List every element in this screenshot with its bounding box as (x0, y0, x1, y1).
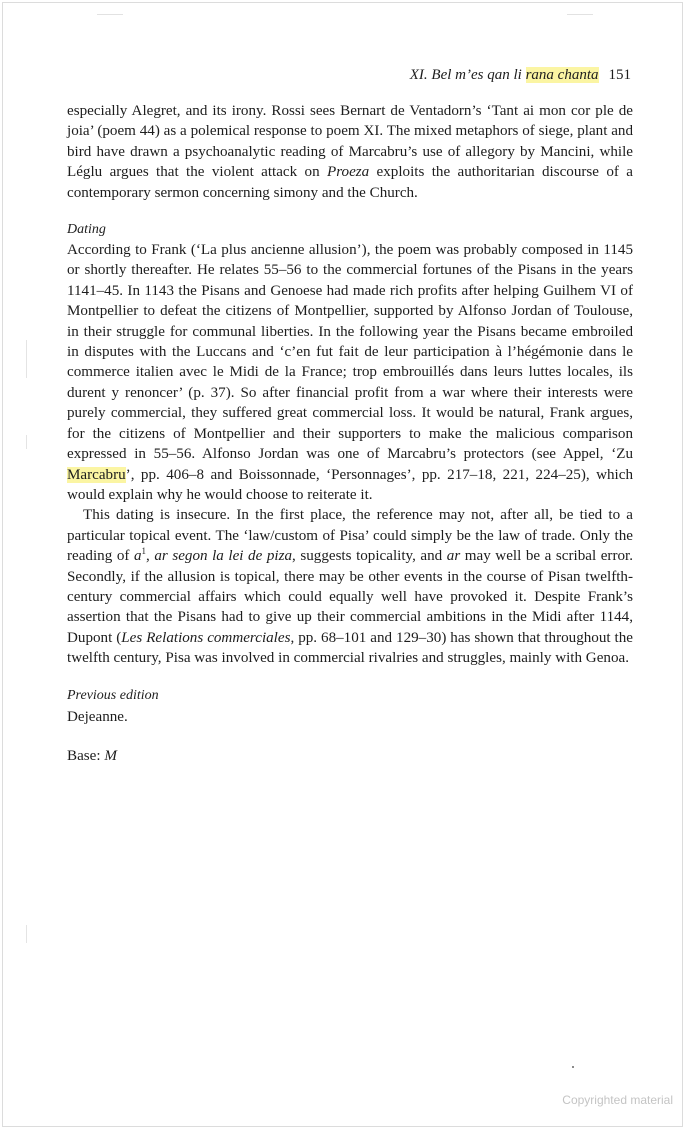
top-margin-mark (97, 14, 123, 15)
dating-heading: Dating (67, 222, 106, 238)
intro-paragraph: especially Alegret, and its irony. Rossi sees Bernart de Ventadorn’s ‘Tant ai mon cor ple de joia’ (poem 44) as a polemical response to poem XI. The mixed metaphors of siege, plant and bird have drawn a psychoanalytic reading of Marcabru’s use of allegory by Mancini, while Léglu argues that the violent attack on Proeza exploits the authoritarian discourse of a contemporary sermon concerning simony and the Church. (67, 103, 633, 201)
margin-mark (26, 435, 27, 449)
running-title: XI. Bel m’es qan li rana chanta (409, 67, 599, 83)
margin-mark (26, 340, 27, 378)
top-margin-mark (567, 14, 593, 15)
stray-dot (572, 1066, 574, 1068)
base-manuscript: M (104, 747, 117, 764)
copyright-watermark: Copyrighted material (562, 1093, 673, 1107)
dating-paragraph-1: According to Frank (‘La plus ancienne allusion’), the poem was probably composed in 1145 or shortly thereafter. He relates 55–56 to the commercial fortunes of the Pisans in the years 1141–45. In 1143 the Pisans and Genoese had made rich profits after helping Guilhem VI of Montpellier to defeat the citizens of Montpellier, supported by Alfonso Jordan of Toulouse, in their struggle for communal liberties. In the following year the Pisans became embroiled in disputes with the Luccans and ‘c’en fut fait de leur participation à l’hégémonie dans le commerce italien avec le Midi de la France; trop embrouillés dans leurs luttes locales, ils durent y renoncer’ (p. 37). So after financial profit from a war where their interests were purely commercial, they suffered great commercial loss. It would be natural, Frank argues, for the citizens of Montpellier and their supporters to make the malicious comparison expressed in 55–56. Alfonso Jordan was one of Marcabru’s protectors (see Appel, ‘Zu Marcabru’, pp. 406–8 and Boissonnade, ‘Personnages’, pp. 217–18, 221, 224–25), which would explain why he would choose to reiterate it. (67, 242, 633, 503)
margin-mark (26, 925, 27, 943)
highlighted-marcabru: Marcabru (67, 466, 126, 483)
highlighted-title-text: rana chanta (525, 67, 599, 83)
base-line: Base: M (67, 747, 117, 764)
previous-edition-value: Dejeanne. (67, 708, 128, 725)
running-header (410, 67, 631, 84)
page-body (67, 101, 633, 767)
previous-edition-heading: Previous edition (67, 687, 159, 703)
dating-paragraph-2: This dating is insecure. In the first place, the reference may not, after all, be tied to a particular topical event. The ‘law/custom of Pisa’ could simply be the law of trade. Only the reading of $a^1$, ar segon la lei de piza, suggests topicality, and ar may well be a scribal error. Secondly, if the allusion is topical, there may be other events in the course of Pisan twelfth-century commercial affairs which could equally well have provoked it. Despite Frank’s assertion that the Pisans had to give up their commercial ambitions in the Midi after 1144, Dupont (Les Relations commerciales, pp. 68–101 and 129–30) has shown that throughout the twelfth century, Pisa was involved in commercial rivalries and struggles, mainly with Genoa. (67, 507, 634, 667)
page-number: 151 (608, 67, 631, 83)
